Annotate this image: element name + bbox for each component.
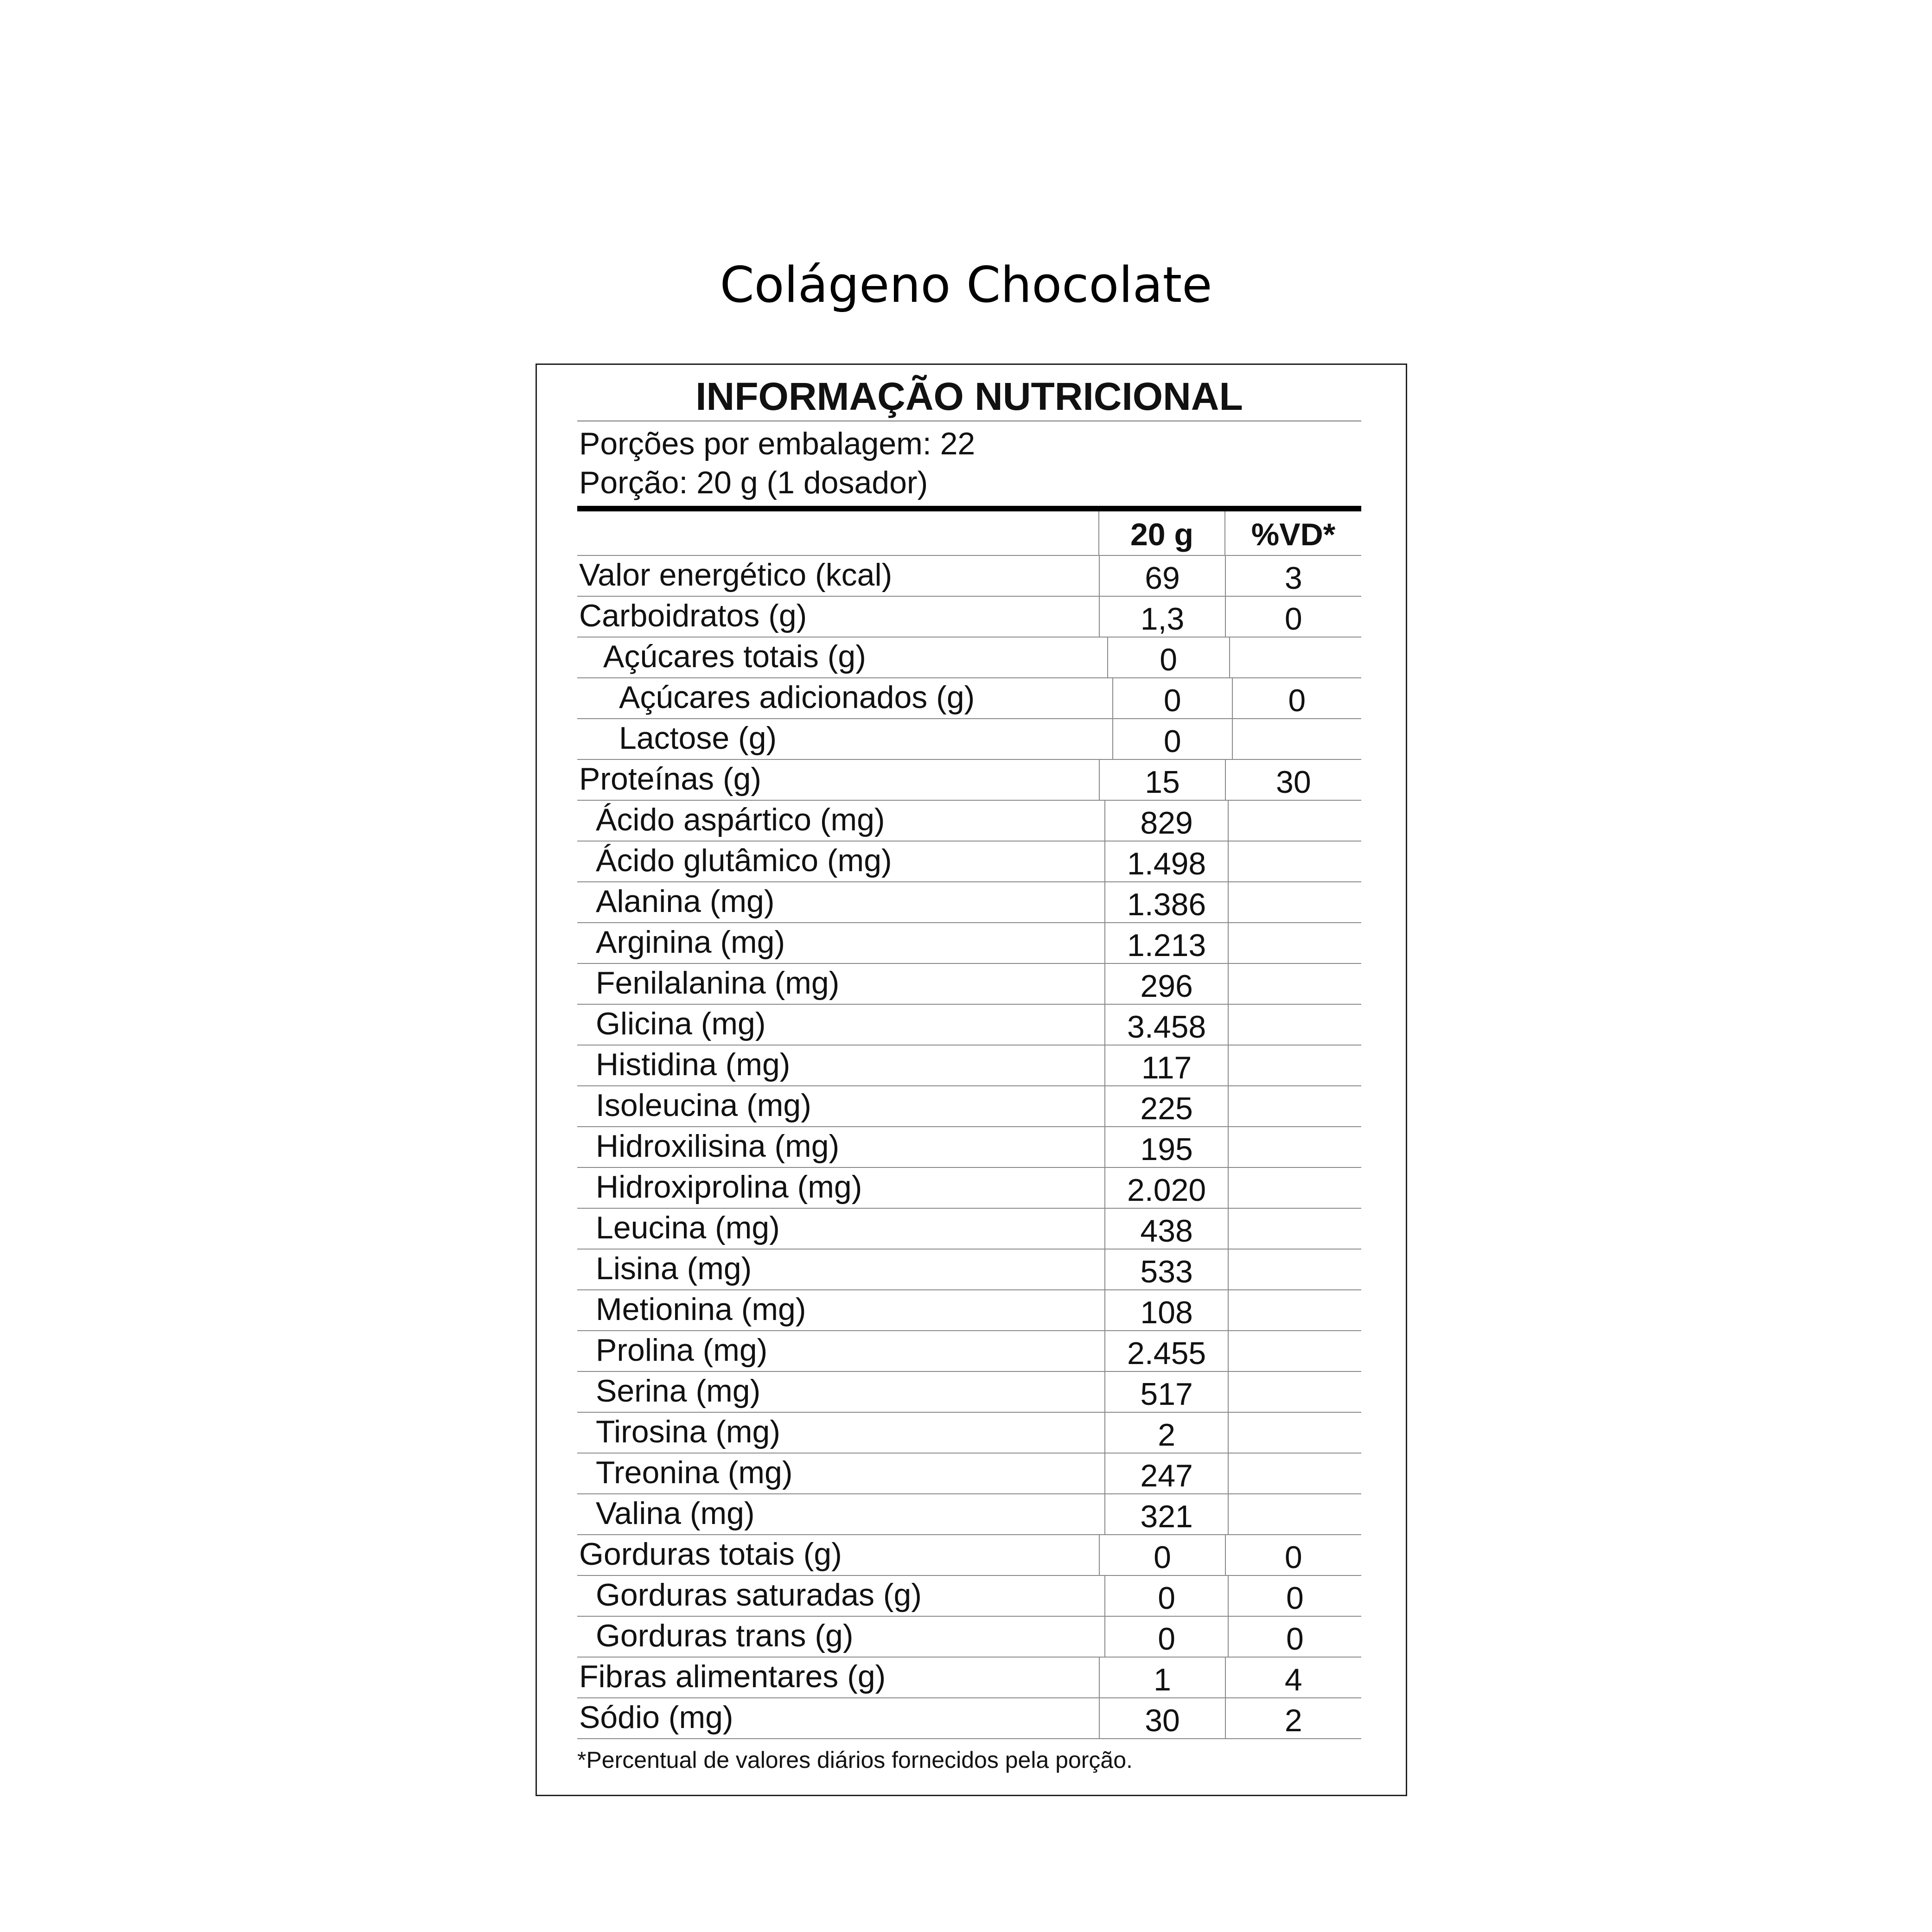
table-row <box>577 1250 1361 1290</box>
table-row <box>577 964 1361 1005</box>
nutrient-name: Carboidratos (g) <box>579 598 807 633</box>
nutrient-amount: 0 <box>1112 719 1232 759</box>
nutrient-dv <box>1228 1086 1361 1126</box>
table-row <box>577 1209 1361 1250</box>
table-row <box>577 1086 1361 1127</box>
table-row <box>577 1494 1361 1535</box>
header-dv-cell: %VD* <box>1224 511 1361 555</box>
nutrient-dv: 0 <box>1225 1535 1361 1575</box>
nutrient-name: Lactose (g) <box>619 721 777 756</box>
table-row <box>577 597 1361 638</box>
nutrient-dv <box>1228 1005 1361 1045</box>
table-row <box>577 638 1361 678</box>
nutrient-name: Leucina (mg) <box>596 1210 780 1245</box>
nutrient-dv <box>1228 842 1361 881</box>
nutrient-dv <box>1228 1331 1361 1371</box>
nutrient-amount: 0 <box>1112 678 1232 718</box>
table-row <box>577 1698 1361 1739</box>
nutrient-dv <box>1228 1372 1361 1412</box>
nutrient-name: Serina (mg) <box>596 1373 761 1409</box>
nutrient-name: Arginina (mg) <box>596 925 785 960</box>
table-row <box>577 1454 1361 1494</box>
nutrient-name: Açúcares adicionados (g) <box>619 680 975 715</box>
nutrient-amount: 2.455 <box>1104 1331 1228 1371</box>
table-row <box>577 1535 1361 1576</box>
nutrient-name: Hidroxilisina (mg) <box>596 1129 840 1164</box>
servings-per-package: Porções por embalagem: 22 <box>579 426 976 461</box>
nutrient-dv <box>1228 923 1361 963</box>
nutrient-name: Açúcares totais (g) <box>603 639 866 674</box>
nutrient-amount: 2 <box>1104 1413 1228 1453</box>
nutrient-name: Fenilalanina (mg) <box>596 965 840 1001</box>
nutrient-rows <box>577 556 1361 1739</box>
nutrient-name: Lisina (mg) <box>596 1251 752 1286</box>
nutrient-amount: 195 <box>1104 1127 1228 1167</box>
nutrient-amount: 69 <box>1099 556 1224 596</box>
nutrient-dv <box>1228 1290 1361 1330</box>
nutrient-amount: 30 <box>1099 1698 1224 1738</box>
nutrient-name: Sódio (mg) <box>579 1700 733 1735</box>
table-row <box>577 1576 1361 1617</box>
nutrient-amount: 2.020 <box>1104 1168 1228 1208</box>
nutrient-amount: 0 <box>1104 1617 1228 1657</box>
table-row <box>577 1005 1361 1046</box>
nutrient-dv <box>1228 1413 1361 1453</box>
nutrient-amount: 1.498 <box>1104 842 1228 881</box>
nutrient-name: Gorduras totais (g) <box>579 1537 842 1572</box>
nutrient-name: Valina (mg) <box>596 1496 755 1531</box>
footnote: *Percentual de valores diários fornecidos pela porção. <box>577 1747 1133 1773</box>
nutrient-dv <box>1228 1494 1361 1534</box>
table-header-row <box>577 511 1361 556</box>
nutrient-name: Ácido aspártico (mg) <box>596 802 885 837</box>
table-row <box>577 1290 1361 1331</box>
header-amount-cell: 20 g <box>1098 511 1224 555</box>
label-heading: INFORMAÇÃO NUTRICIONAL <box>577 365 1361 421</box>
table-row <box>577 760 1361 801</box>
table-row <box>577 556 1361 597</box>
nutrient-amount: 296 <box>1104 964 1228 1004</box>
nutrient-amount: 1 <box>1099 1658 1224 1697</box>
nutrient-name: Valor energético (kcal) <box>579 557 893 593</box>
table-row <box>577 923 1361 964</box>
table-row <box>577 678 1361 719</box>
nutrient-dv: 30 <box>1225 760 1361 800</box>
nutrient-dv <box>1228 1209 1361 1249</box>
nutrient-dv: 0 <box>1228 1576 1361 1616</box>
thick-divider <box>577 506 1361 511</box>
nutrient-amount: 829 <box>1104 801 1228 841</box>
nutrition-label-content <box>577 365 1361 1781</box>
table-row <box>577 1372 1361 1413</box>
nutrient-dv <box>1228 882 1361 922</box>
nutrient-amount: 517 <box>1104 1372 1228 1412</box>
nutrient-amount: 1.386 <box>1104 882 1228 922</box>
table-row <box>577 1127 1361 1168</box>
table-row <box>577 1168 1361 1209</box>
nutrient-name: Tirosina (mg) <box>596 1414 780 1449</box>
nutrient-amount: 321 <box>1104 1494 1228 1534</box>
nutrient-dv: 2 <box>1225 1698 1361 1738</box>
nutrient-name: Treonina (mg) <box>596 1455 793 1490</box>
nutrient-dv: 0 <box>1228 1617 1361 1657</box>
nutrient-amount: 108 <box>1104 1290 1228 1330</box>
nutrient-name: Isoleucina (mg) <box>596 1088 811 1123</box>
table-row <box>577 1046 1361 1086</box>
table-row <box>577 1413 1361 1454</box>
nutrient-amount: 117 <box>1104 1046 1228 1085</box>
nutrient-name: Prolina (mg) <box>596 1333 768 1368</box>
nutrient-name: Histidina (mg) <box>596 1047 791 1082</box>
table-row <box>577 1617 1361 1658</box>
nutrient-dv: 3 <box>1225 556 1361 596</box>
header-name-cell <box>577 511 1098 555</box>
nutrient-name: Alanina (mg) <box>596 884 775 919</box>
serving-size: Porção: 20 g (1 dosador) <box>579 465 928 500</box>
nutrient-amount: 1.213 <box>1104 923 1228 963</box>
nutrient-amount: 15 <box>1099 760 1224 800</box>
nutrient-dv: 0 <box>1232 678 1361 718</box>
product-title: Colágeno Chocolate <box>720 256 1212 313</box>
table-row <box>577 719 1361 760</box>
table-row <box>577 882 1361 923</box>
nutrient-name: Proteínas (g) <box>579 761 762 797</box>
nutrient-amount: 225 <box>1104 1086 1228 1126</box>
nutrient-dv <box>1228 1454 1361 1493</box>
nutrient-name: Fibras alimentares (g) <box>579 1659 886 1694</box>
nutrient-dv <box>1228 1127 1361 1167</box>
nutrient-dv <box>1228 1168 1361 1208</box>
nutrient-amount: 0 <box>1099 1535 1224 1575</box>
nutrient-dv: 4 <box>1225 1658 1361 1697</box>
nutrient-dv: 0 <box>1225 597 1361 637</box>
nutrient-name: Gorduras trans (g) <box>596 1618 854 1653</box>
nutrient-name: Gorduras saturadas (g) <box>596 1577 922 1613</box>
nutrient-name: Ácido glutâmico (mg) <box>596 843 892 878</box>
nutrient-dv <box>1228 801 1361 841</box>
table-row <box>577 1658 1361 1698</box>
nutrient-dv <box>1228 1046 1361 1085</box>
nutrient-dv <box>1229 638 1361 677</box>
table-row <box>577 1331 1361 1372</box>
nutrient-amount: 0 <box>1104 1576 1228 1616</box>
nutrient-amount: 1,3 <box>1099 597 1224 637</box>
table-row <box>577 842 1361 882</box>
nutrient-name: Glicina (mg) <box>596 1006 766 1041</box>
nutrient-amount: 247 <box>1104 1454 1228 1493</box>
nutrient-amount: 533 <box>1104 1250 1228 1289</box>
nutrient-dv <box>1232 719 1361 759</box>
nutrient-amount: 3.458 <box>1104 1005 1228 1045</box>
nutrient-dv <box>1228 1250 1361 1289</box>
nutrient-name: Metionina (mg) <box>596 1292 806 1327</box>
nutrient-amount: 438 <box>1104 1209 1228 1249</box>
nutrition-label <box>536 363 1407 1796</box>
table-row <box>577 801 1361 842</box>
nutrient-dv <box>1228 964 1361 1004</box>
nutrient-amount: 0 <box>1107 638 1229 677</box>
nutrient-name: Hidroxiprolina (mg) <box>596 1169 862 1205</box>
